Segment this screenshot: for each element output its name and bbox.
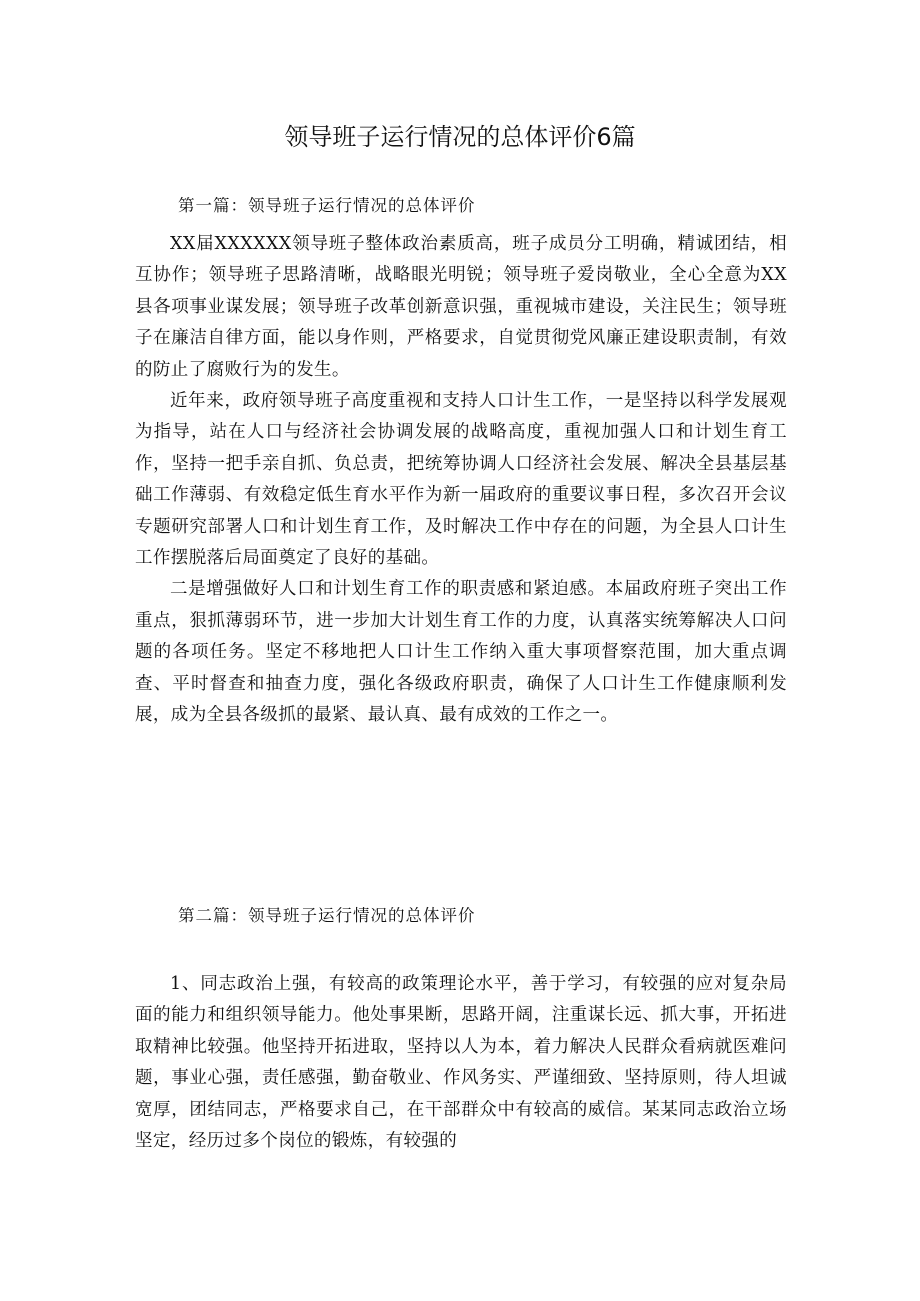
section-heading-2: 第二篇：领导班子运行情况的总体评价 xyxy=(178,906,476,925)
paragraph: XX届XXXXXX领导班子整体政治素质高，班子成员分工明确，精诚团结，相互协作；领导班子思路清晰，战略眼光明锐；领导班子爱岗敬业，全心全意为XX县各项事业谋发展；领导班子改革创新意识强，重视城市建设，关注民生；领导班子在廉洁自律方面，能以身作则，严格要求，自觉贯彻党风廉正建设职责制，有效的防止了腐败行为的发生。 xyxy=(135,234,787,380)
section-heading-1: 第一篇：领导班子运行情况的总体评价 xyxy=(178,196,476,215)
document-title: 领导班子运行情况的总体评价6篇 xyxy=(284,123,636,151)
paragraph: 1、同志政治上强，有较高的政策理论水平，善于学习，有较强的应对复杂局面的能力和组织领导能力。他处事果断，思路开阔，注重谋长远、抓大事，开拓进取精神比较强。他坚持开拓进取，坚持以人为本，着力解决人民群众看病就医难问题，事业心强，责任感强，勤奋敬业、作风务实、严谨细致、坚持原则，待人坦诚宽厚，团结同志，严格要求自己，在干部群众中有较高的威信。某某同志政治立场坚定，经历过多个岗位的锻炼，有较强的 xyxy=(135,974,787,1152)
paragraph: 近年来，政府领导班子高度重视和支持人口计生工作，一是坚持以科学发展观为指导，站在人口与经济社会协调发展的战略高度，重视加强人口和计划生育工作，坚持一把手亲自抓、负总责，把统筹协调人口经济社会发展、解决全县基层基础工作薄弱、有效稳定低生育水平作为新一届政府的重要议事日程，多次召开会议专题研究部署人口和计划生育工作，及时解决工作中存在的问题，为全县人口计生工作摆脱落后局面奠定了良好的基础。 xyxy=(135,391,787,569)
section-body-1 xyxy=(135,229,787,732)
section-body-2 xyxy=(135,969,787,1157)
paragraph: 二是增强做好人口和计划生育工作的职责感和紧迫感。本届政府班子突出工作重点，狠抓薄弱环节，进一步加大计划生育工作的力度，认真落实统筹解决人口问题的各项任务。坚定不移地把人口计生工作纳入重大事项督察范围，加大重点调查、平时督查和抽查力度，强化各级政府职责，确保了人口计生工作健康顺利发展，成为全县各级抓的最紧、最认真、最有成效的工作之一。 xyxy=(135,579,787,726)
